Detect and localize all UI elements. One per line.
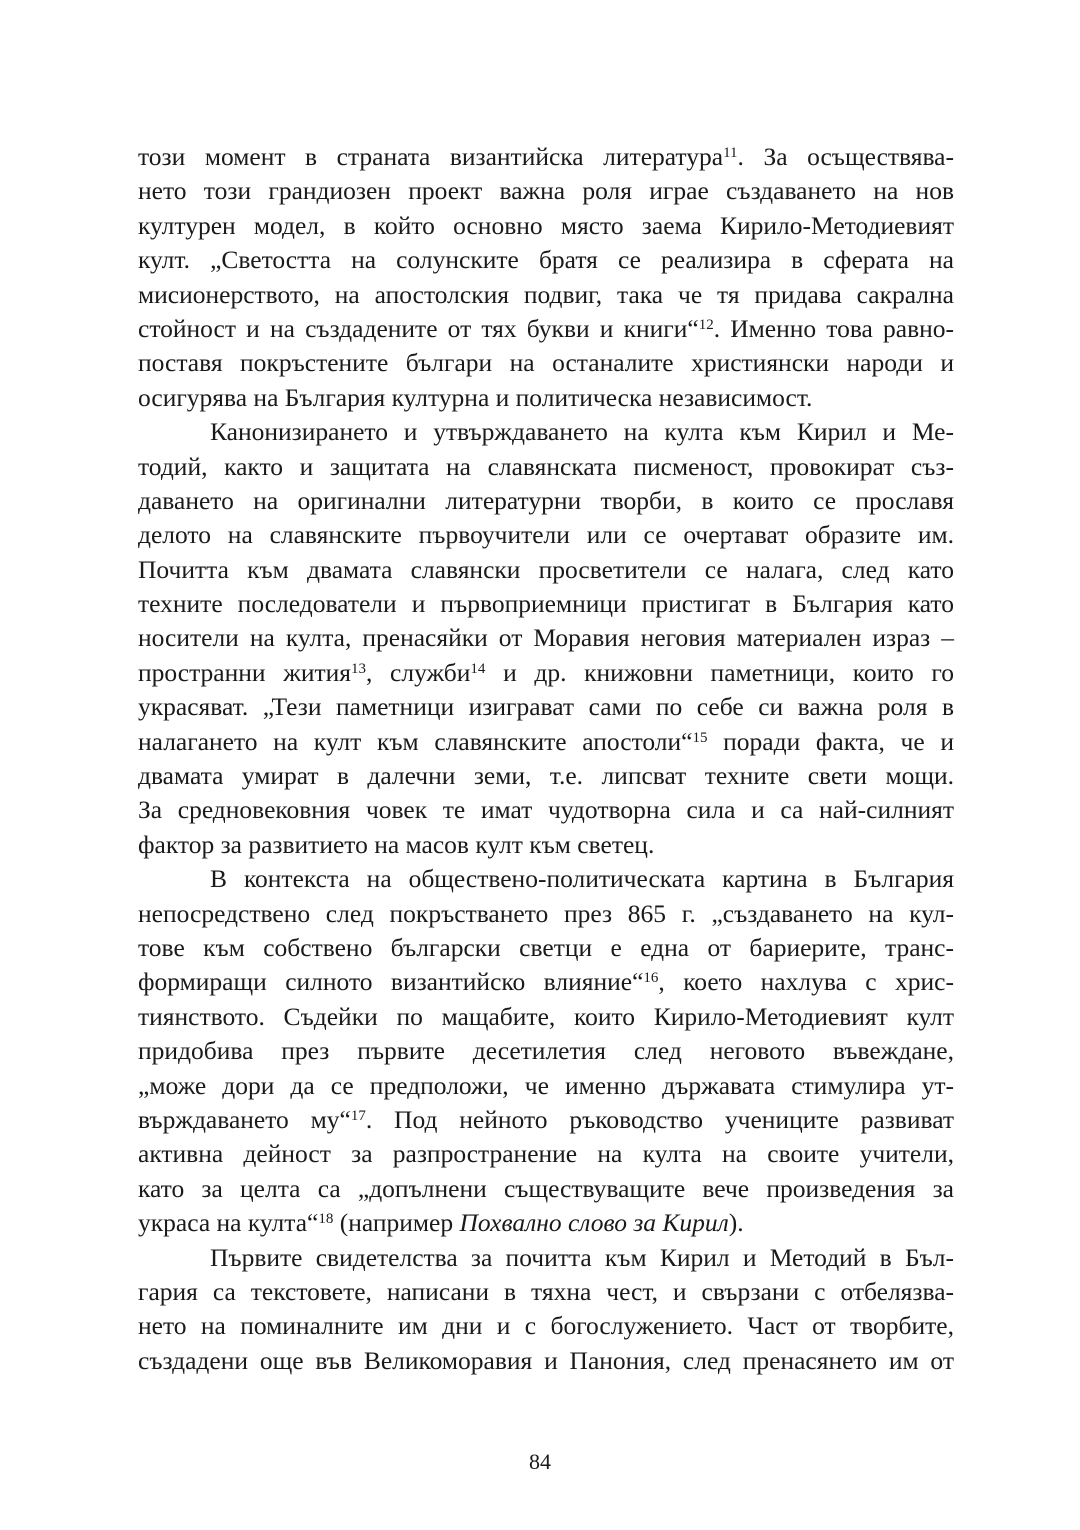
text-line xyxy=(138,1275,954,1309)
footnote-ref: 17 xyxy=(350,1107,366,1124)
text-run: Първите свидетелства за почитта към Кирил и Методий в Бъл- xyxy=(210,1242,954,1272)
text-run: като за целта са „допълнени съществуващите вече произведения за xyxy=(138,1173,954,1203)
text-run: поради факта, че и xyxy=(707,726,954,756)
text-run: носители на култа, пренасяйки от Моравия неговия материален израз – xyxy=(138,623,954,653)
text-line xyxy=(138,587,954,621)
text-run: За средновековния човек те имат чудотворна сила и са най-силният xyxy=(138,795,954,825)
text-line xyxy=(138,828,954,862)
text-run: украсяват. „Тези паметници изиграват сами по себе си важна роля в xyxy=(138,692,954,722)
paragraph xyxy=(138,1241,954,1379)
text-run: нето на поминалните им дни и с богослужението. Част от творбите, xyxy=(138,1311,954,1341)
text-run: активна дейност за разпространение на култа на своите учители, xyxy=(138,1139,954,1169)
page-number: 84 xyxy=(529,1449,551,1474)
text-run: мисионерството, на апостолския подвиг, така че тя придава сакрална xyxy=(138,279,954,309)
text-run: поставя покръстените българи на останалите християнски народи и xyxy=(138,348,954,378)
text-line xyxy=(138,1069,954,1103)
text-run: Канонизирането и утвърждаването на култа към Кирил и Ме- xyxy=(210,417,954,447)
text-run: (например xyxy=(333,1208,460,1238)
text-line xyxy=(138,450,954,484)
text-line xyxy=(138,1034,954,1068)
text-line xyxy=(138,209,954,243)
text-run: двамата умират в далечни земи, т.е. липсват техните свети мощи. xyxy=(138,761,954,791)
paragraph xyxy=(138,862,954,1240)
text-line xyxy=(138,965,954,999)
text-run: „може дори да се предположи, че именно държавата стимулира ут- xyxy=(138,1070,954,1100)
text-line xyxy=(138,1103,954,1137)
text-line xyxy=(138,1000,954,1034)
text-line xyxy=(138,346,954,380)
text-line xyxy=(138,690,954,724)
text-line xyxy=(138,793,954,827)
text-line xyxy=(138,484,954,518)
text-line xyxy=(138,897,954,931)
footnote-ref: 12 xyxy=(698,316,714,333)
text-run: нето този грандиозен проект важна роля играе създаването на нов xyxy=(138,176,954,206)
text-line xyxy=(138,1172,954,1206)
text-line xyxy=(138,656,954,690)
text-run: украса на култа“ xyxy=(138,1208,319,1238)
text-run: . За осъществява- xyxy=(737,142,954,171)
text-run: . Именно това равно- xyxy=(713,313,954,343)
text-line xyxy=(138,621,954,655)
text-line xyxy=(138,312,954,346)
text-run: култ. „Светостта на солунските братя се реализира в сферата на xyxy=(138,245,954,275)
text-line xyxy=(138,1206,954,1240)
text-line xyxy=(138,862,954,896)
text-line xyxy=(138,759,954,793)
text-run: пространни жития xyxy=(138,657,352,687)
text-run: Почитта към двамата славянски просветители се налага, след като xyxy=(138,554,954,584)
text-run: създадени още във Великоморавия и Панония, след пренасянето им от xyxy=(138,1345,954,1375)
text-run: делото на славянските първоучители или се очертават образите им. xyxy=(138,520,954,550)
text-run: техните последователи и първоприемници пристигат в България като xyxy=(138,589,954,619)
text-run: формиращи силното византийско влияние“ xyxy=(138,967,644,997)
text-run: гария са текстовете, написани в тяхна чест, и свързани с отбелязва- xyxy=(138,1276,954,1306)
text-line xyxy=(138,1309,954,1343)
text-run: върждаването му“ xyxy=(138,1104,351,1134)
text-run: културен модел, в който основно място заема Кирило-Методиевият xyxy=(138,210,954,240)
text-run: В контекста на обществено-политическата картина в България xyxy=(210,864,954,894)
paragraph xyxy=(138,140,954,415)
text-line xyxy=(138,278,954,312)
footnote-ref: 13 xyxy=(351,660,367,677)
text-line xyxy=(138,1241,954,1275)
text-run: , което нахлува с хрис- xyxy=(658,967,954,997)
text-run: осигурява на България културна и политическа независимост. xyxy=(138,382,813,412)
text-line xyxy=(138,174,954,208)
footnote-ref: 15 xyxy=(692,729,708,746)
text-run: . Под нейното ръководство учениците развиват xyxy=(365,1104,954,1134)
text-run: даването на оригинални литературни творби, в които се прославя xyxy=(138,485,954,515)
text-line xyxy=(138,725,954,759)
text-run: придобива през първите десетилетия след неговото въвеждане, xyxy=(138,1036,954,1066)
text-run: и др. книжовни паметници, които го xyxy=(485,657,954,687)
text-run: тове към собствено български светци е една от бариерите, транс- xyxy=(138,932,954,962)
text-line xyxy=(138,415,954,449)
paragraph xyxy=(138,415,954,862)
text-line xyxy=(138,243,954,277)
text-line xyxy=(138,1344,954,1378)
text-run: налагането на култ към славянските апостоли“ xyxy=(138,726,693,756)
text-run: тиянството. Съдейки по мащабите, които Кирило-Методиевият култ xyxy=(138,1001,954,1031)
text-run: тодий, както и защитата на славянската писменост, провокират съз- xyxy=(138,451,954,481)
text-line xyxy=(138,931,954,965)
text-line xyxy=(138,553,954,587)
text-line xyxy=(138,518,954,552)
footnote-ref: 11 xyxy=(723,144,738,161)
text-run: непосредствено след покръстването през 865 г. „създаването на кул- xyxy=(138,898,954,928)
text-run: този момент в странатa византийска литература xyxy=(138,142,724,171)
page-body xyxy=(138,140,954,1378)
italic-title: Похвално слово за Кирил xyxy=(459,1208,729,1238)
footnote-ref: 16 xyxy=(643,970,659,987)
text-run: , служби xyxy=(366,657,471,687)
text-run: фактор за развитието на масов култ към светец. xyxy=(138,829,655,859)
text-run: стойност и на създадените от тях букви и книги“ xyxy=(138,313,699,343)
footnote-ref: 18 xyxy=(318,1210,334,1227)
footnote-ref: 14 xyxy=(470,660,486,677)
text-line xyxy=(138,140,954,174)
text-line xyxy=(138,381,954,415)
text-run: ). xyxy=(728,1208,744,1238)
text-line xyxy=(138,1137,954,1171)
